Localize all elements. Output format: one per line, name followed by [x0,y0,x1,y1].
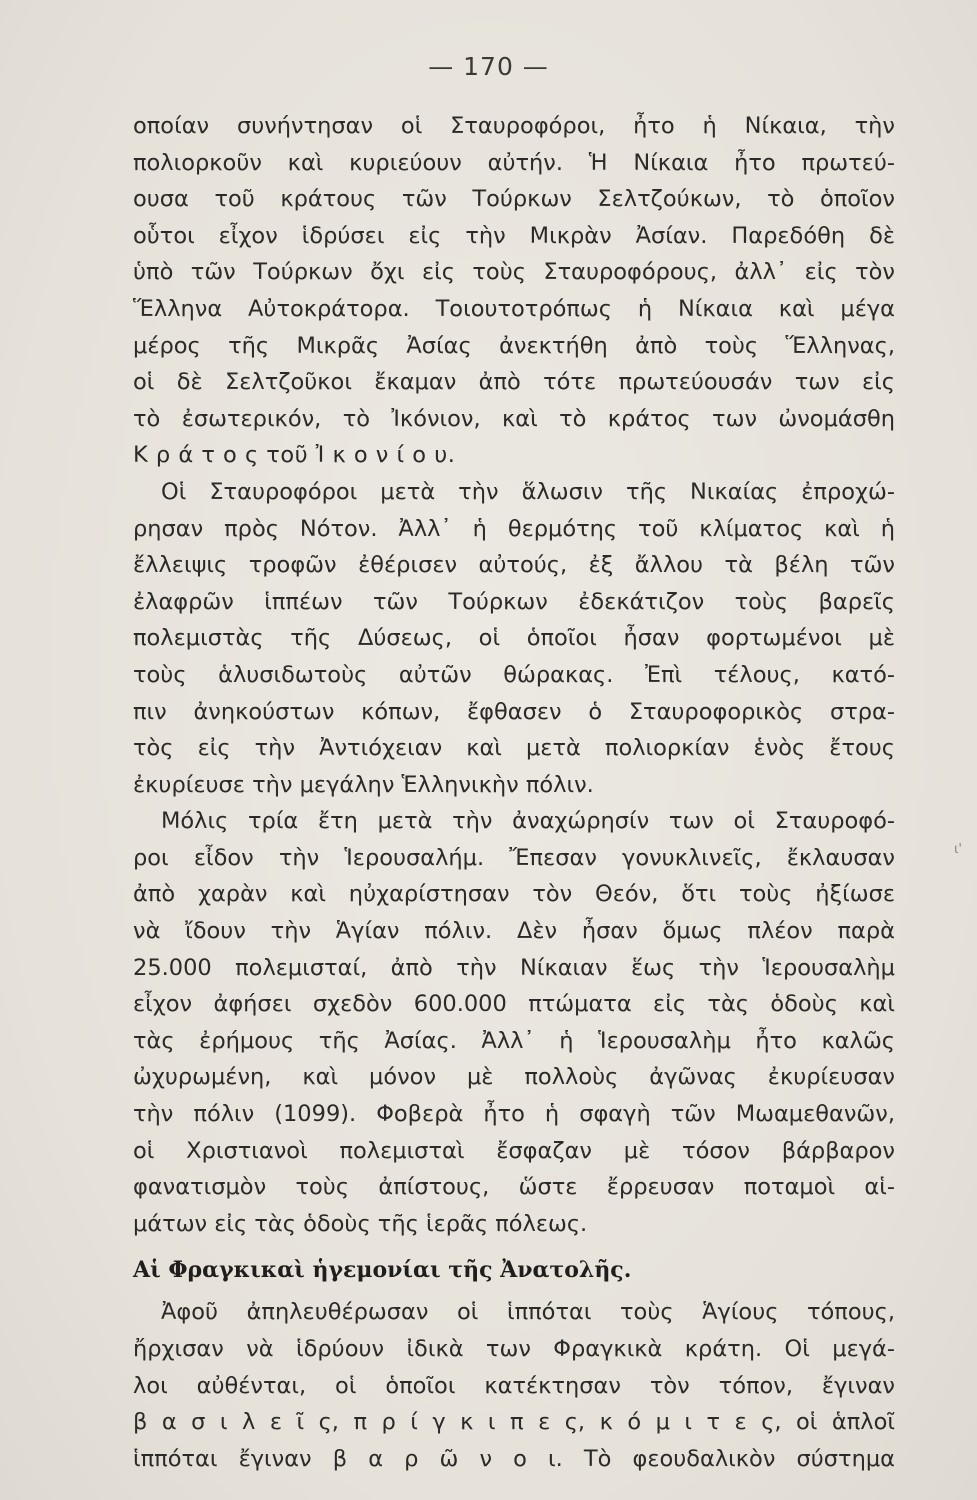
text-line: οὗτοι εἶχον ἱδρύσει εἰς τὴν Μικρὰν Ἀσίαν. Παρεδόθη δὲ [133,222,895,249]
text-line: τοὺς ἁλυσιδωτοὺς αὐτῶν θώρακας. Ἐπὶ τέλους, κατό- [133,661,895,688]
text-line: λοι αὐθένται, οἱ ὁποῖοι κατέκτησαν τὸν τόπον, ἔγιναν [133,1372,895,1399]
text-line: ἱππόται ἔγιναν β α ρ ῶ ν ο ι. Τὸ φεουδαλικὸν σύστημα [133,1445,895,1472]
text-line: Ἕλληνα Αὐτοκράτορα. Τοιουτοτρόπως ἡ Νίκαια καὶ μέγα [133,295,895,322]
text-line: ροι εἶδον τὴν Ἱερουσαλήμ. Ἔπεσαν γονυκλινεῖς, ἔκλαυσαν [133,844,895,871]
text-line: β α σ ι λ ε ῖ ς, π ρ ί γ κ ι π ε ς, κ ό μ ι τ ε ς, οἱ ἁπλοῖ [133,1409,895,1436]
text-line: μέρος τῆς Μικρᾶς Ἀσίας ἀνεκτήθη ἀπὸ τοὺς Ἕλληνας, [133,332,895,359]
page-number: — 170 — [428,52,549,81]
text-line: νὰ ἴδουν τὴν Ἁγίαν πόλιν. Δὲν ἦσαν ὅμως πλέον παρὰ [133,918,895,945]
text-line: ἐλαφρῶν ἱππέων τῶν Τούρκων ἐδεκάτιζον τοὺς βαρεῖς [133,588,895,615]
text-line: τὰς ἐρήμους τῆς Ἀσίας. Ἀλλ᾽ ἡ Ἱερουσαλὴμ ἦτο καλῶς [133,1027,895,1054]
text-line: οἱ δὲ Σελτζοῦκοι ἔκαμαν ἀπὸ τότε πρωτεύουσάν των εἰς [133,369,895,396]
text-line: ἔλλειψις τροφῶν ἐθέρισεν αὐτούς, ἐξ ἄλλου τὰ βέλη τῶν [133,552,895,579]
text-line: ρησαν πρὸς Νότον. Ἀλλ᾽ ἡ θερμότης τοῦ κλίματος καὶ ἡ [133,515,895,542]
text-line: πολιορκοῦν καὶ κυριεύουν αὐτήν. Ἡ Νίκαια ἦτο πρωτεύ- [133,149,895,176]
text-line: τὸς εἰς τὴν Ἀντιόχειαν καὶ μετὰ πολιορκίαν ἑνὸς ἔτους [133,735,895,762]
text-line: εἶχον ἀφήσει σχεδὸν 600.000 πτώματα εἰς τὰς ὁδοὺς καὶ [133,991,895,1018]
text-line: ὠχυρωμένη, καὶ μόνον μὲ πολλοὺς ἀγῶνας ἐκυρίευσαν [133,1064,895,1091]
text-line: τὸ ἐσωτερικόν, τὸ Ἰκόνιον, καὶ τὸ κράτος των ὠνομάσθη [133,405,895,432]
text-line: ἐκυρίευσε τὴν μεγάλην Ἑλληνικὴν πόλιν. [133,771,594,798]
text-line: ουσα τοῦ κράτους τῶν Τούρκων Σελτζούκων, τὸ ὁποῖον [133,186,895,213]
text-line: Οἱ Σταυροφόροι μετὰ τὴν ἅλωσιν τῆς Νικαίας ἐπροχώ- [161,478,895,505]
text-line: 25.000 πολεμισταί, ἀπὸ τὴν Νίκαιαν ἕως τὴν Ἱερουσαλὴμ [133,954,895,981]
text-line: οἱ Χριστιανοὶ πολεμισταὶ ἔσφαζαν μὲ τόσον βάρβαρον [133,1137,895,1164]
section-heading: Αἱ Φραγκικαὶ ἡγεμονίαι τῆς Ἀνατολῆς. [133,1257,632,1284]
text-line: ἀπὸ χαρὰν καὶ ηὐχαρίστησαν τὸν Θεόν, ὅτι τοὺς ἠξίωσε [133,881,895,908]
text-line: φανατισμὸν τοὺς ἀπίστους, ὥστε ἔρρευσαν ποταμοὶ αἱ- [133,1174,895,1201]
text-line: Μόλις τρία ἔτη μετὰ τὴν ἀναχώρησίν των οἱ Σταυροφό- [161,808,895,835]
text-line: Κ ρ ά τ ο ς τοῦ Ἰ κ ο ν ί ο υ. [133,442,456,469]
text-line: μάτων εἰς τὰς ὁδοὺς τῆς ἱερᾶς πόλεως. [133,1210,588,1237]
text-line: οποίαν συνήντησαν οἱ Σταυροφόροι, ἦτο ἡ Νίκαια, τὴν [133,113,895,139]
text-line: τὴν πόλιν (1099). Φοβερὰ ἦτο ἡ σφαγὴ τῶν Μωαμεθανῶν, [133,1101,895,1128]
text-line: ἤρχισαν νὰ ἱδρύουν ἰδικὰ των Φραγκικὰ κράτη. Οἱ μεγά- [133,1336,895,1362]
text-line: Ἀφοῦ ἀπηλευθέρωσαν οἱ ἱππόται τοὺς Ἁγίους τόπους, [161,1299,895,1326]
text-line: πιν ἀνηκούστων κόπων, ἔφθασεν ὁ Σταυροφορικὸς στρα- [133,698,895,725]
body-text [133,108,895,1477]
text-line: πολεμιστὰς τῆς Δύσεως, οἱ ὁποῖοι ἦσαν φορτωμένοι μὲ [133,625,895,652]
text-line: ὑπὸ τῶν Τούρκων ὄχι εἰς τοὺς Σταυροφόρους, ἀλλ᾽ εἰς τὸν [133,259,895,286]
margin-mark: ι' [954,842,962,857]
